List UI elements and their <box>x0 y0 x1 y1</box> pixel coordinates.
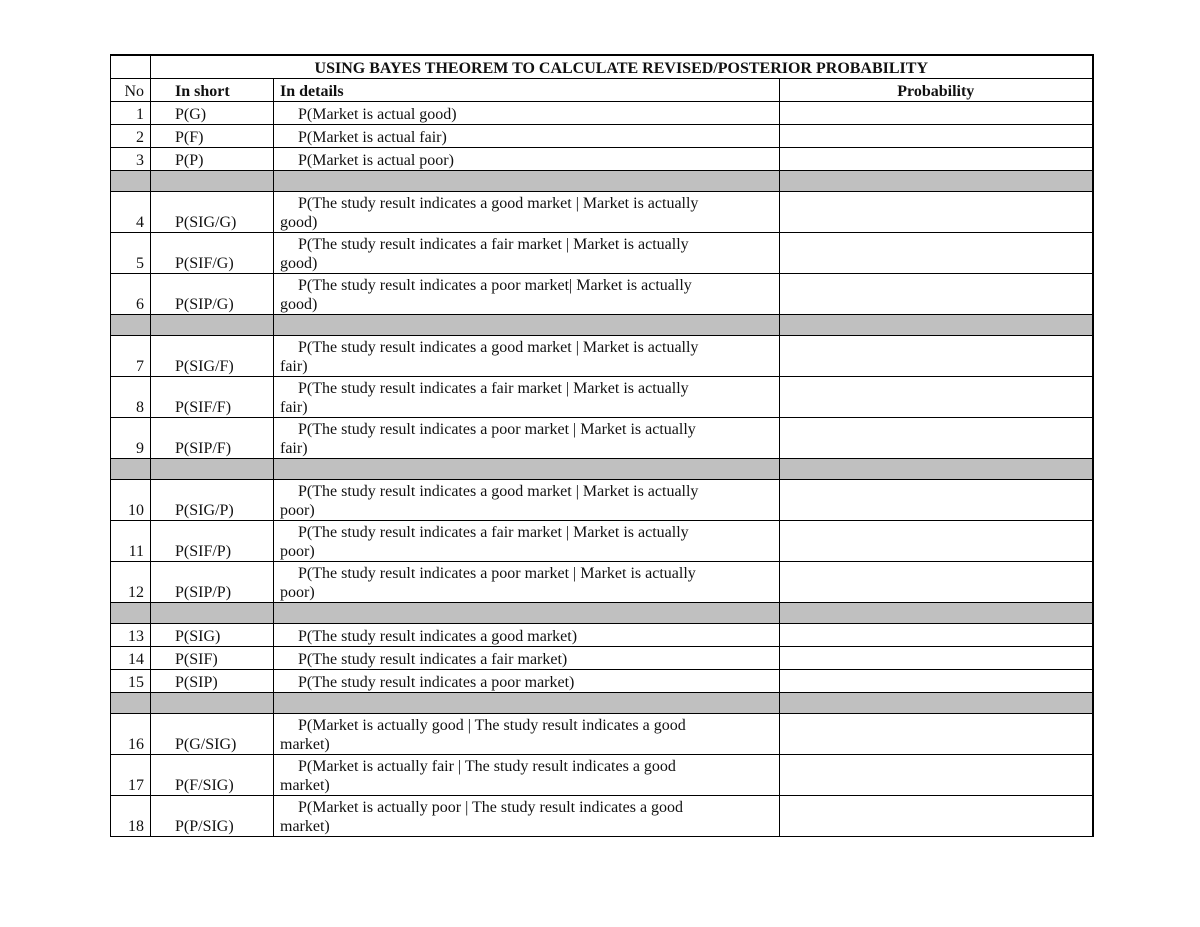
separator-cell <box>111 603 151 624</box>
row-number: 9 <box>111 418 151 459</box>
separator-cell <box>274 171 780 192</box>
details-line-2: good) <box>280 255 318 272</box>
probability-cell[interactable] <box>780 647 1093 670</box>
row-short-notation: P(SIG) <box>151 624 274 647</box>
bayes-table <box>110 54 1094 837</box>
row-number: 16 <box>111 714 151 755</box>
probability-cell[interactable] <box>780 336 1093 377</box>
table-row <box>111 714 1093 755</box>
separator-cell <box>151 603 274 624</box>
probability-cell[interactable] <box>780 624 1093 647</box>
probability-cell[interactable] <box>780 377 1093 418</box>
row-short-notation: P(SIP) <box>151 670 274 693</box>
details-line-2: market) <box>280 818 330 835</box>
separator-cell <box>780 315 1093 336</box>
separator-row <box>111 171 1093 192</box>
details-line-2: market) <box>280 777 330 794</box>
details-line-2: market) <box>280 736 330 753</box>
table-row <box>111 125 1093 148</box>
table-title: USING BAYES THEOREM TO CALCULATE REVISED/POSTERIOR PROBABILITY <box>151 55 1093 79</box>
probability-cell[interactable] <box>780 125 1093 148</box>
details-line-2: poor) <box>280 502 315 519</box>
table-row <box>111 562 1093 603</box>
row-details <box>274 480 780 521</box>
separator-cell <box>780 459 1093 480</box>
details-line-1: P(The study result indicates a fair market | Market is actually <box>298 524 689 541</box>
details-line-1: P(The study result indicates a good market) <box>298 628 578 645</box>
row-number: 3 <box>111 148 151 171</box>
details-line-1: P(The study result indicates a good market | Market is actually <box>298 483 699 500</box>
row-details <box>274 418 780 459</box>
table-row <box>111 796 1093 837</box>
row-short-notation: P(SIF) <box>151 647 274 670</box>
row-short-notation: P(SIG/G) <box>151 192 274 233</box>
separator-cell <box>111 693 151 714</box>
row-details <box>274 755 780 796</box>
details-line-1: P(The study result indicates a poor market) <box>298 674 575 691</box>
probability-cell[interactable] <box>780 670 1093 693</box>
separator-cell <box>274 603 780 624</box>
separator-cell <box>151 315 274 336</box>
details-line-2: good) <box>280 296 318 313</box>
row-number: 18 <box>111 796 151 837</box>
row-number: 6 <box>111 274 151 315</box>
separator-cell <box>274 459 780 480</box>
details-line-2: fair) <box>280 358 308 375</box>
row-details <box>274 714 780 755</box>
row-short-notation: P(SIF/F) <box>151 377 274 418</box>
table-row <box>111 233 1093 274</box>
row-details <box>274 647 780 670</box>
details-line-1: P(Market is actual fair) <box>298 129 447 146</box>
row-details <box>274 377 780 418</box>
row-details <box>274 125 780 148</box>
row-number: 15 <box>111 670 151 693</box>
row-number: 5 <box>111 233 151 274</box>
separator-cell <box>111 459 151 480</box>
probability-cell[interactable] <box>780 562 1093 603</box>
separator-cell <box>274 315 780 336</box>
row-details <box>274 274 780 315</box>
row-details <box>274 670 780 693</box>
table-body <box>111 55 1093 837</box>
row-short-notation: P(SIP/P) <box>151 562 274 603</box>
table-row <box>111 755 1093 796</box>
details-line-1: P(The study result indicates a poor market | Market is actually <box>298 421 696 438</box>
row-number: 13 <box>111 624 151 647</box>
probability-cell[interactable] <box>780 755 1093 796</box>
header-in-short: In short <box>151 79 274 102</box>
table-row <box>111 647 1093 670</box>
details-line-2: poor) <box>280 543 315 560</box>
probability-cell[interactable] <box>780 192 1093 233</box>
separator-cell <box>780 693 1093 714</box>
probability-cell[interactable] <box>780 102 1093 125</box>
details-line-1: P(Market is actual good) <box>298 106 457 123</box>
details-line-1: P(The study result indicates a poor market | Market is actually <box>298 565 696 582</box>
details-line-1: P(The study result indicates a fair market | Market is actually <box>298 380 689 397</box>
row-short-notation: P(SIP/G) <box>151 274 274 315</box>
details-line-1: P(The study result indicates a good market | Market is actually <box>298 195 699 212</box>
row-details <box>274 192 780 233</box>
row-details <box>274 233 780 274</box>
row-number: 12 <box>111 562 151 603</box>
table-row <box>111 377 1093 418</box>
probability-cell[interactable] <box>780 418 1093 459</box>
row-number: 8 <box>111 377 151 418</box>
table-row <box>111 192 1093 233</box>
row-short-notation: P(SIF/G) <box>151 233 274 274</box>
row-short-notation: P(G) <box>151 102 274 125</box>
separator-cell <box>111 315 151 336</box>
row-details <box>274 796 780 837</box>
row-short-notation: P(G/SIG) <box>151 714 274 755</box>
row-number: 7 <box>111 336 151 377</box>
probability-cell[interactable] <box>780 480 1093 521</box>
row-number: 2 <box>111 125 151 148</box>
details-line-1: P(Market is actually fair | The study result indicates a good <box>298 758 676 775</box>
details-line-1: P(Market is actually poor | The study result indicates a good <box>298 799 684 816</box>
details-line-1: P(Market is actually good | The study result indicates a good <box>298 717 686 734</box>
table-row <box>111 274 1093 315</box>
separator-row <box>111 693 1093 714</box>
row-details <box>274 521 780 562</box>
title-row <box>111 55 1093 79</box>
row-short-notation: P(SIG/F) <box>151 336 274 377</box>
row-details <box>274 336 780 377</box>
separator-cell <box>780 171 1093 192</box>
row-short-notation: P(F) <box>151 125 274 148</box>
title-blank-cell[interactable] <box>111 55 151 79</box>
separator-row <box>111 315 1093 336</box>
table-row <box>111 418 1093 459</box>
row-details <box>274 624 780 647</box>
row-short-notation: P(SIP/F) <box>151 418 274 459</box>
row-number: 11 <box>111 521 151 562</box>
row-details <box>274 562 780 603</box>
header-in-details: In details <box>274 79 780 102</box>
row-number: 4 <box>111 192 151 233</box>
probability-cell[interactable] <box>780 148 1093 171</box>
separator-cell <box>780 603 1093 624</box>
header-no: No <box>111 79 151 102</box>
row-number: 17 <box>111 755 151 796</box>
details-line-2: fair) <box>280 440 308 457</box>
details-line-2: good) <box>280 214 318 231</box>
separator-cell <box>151 459 274 480</box>
row-number: 1 <box>111 102 151 125</box>
details-line-1: P(Market is actual poor) <box>298 152 454 169</box>
details-line-1: P(The study result indicates a poor market| Market is actually <box>298 277 692 294</box>
details-line-1: P(The study result indicates a fair market) <box>298 651 568 668</box>
probability-cell[interactable] <box>780 274 1093 315</box>
separator-cell <box>151 171 274 192</box>
header-row <box>111 79 1093 102</box>
separator-row <box>111 603 1093 624</box>
table-row <box>111 336 1093 377</box>
table-row <box>111 624 1093 647</box>
header-probability: Probability <box>780 79 1093 102</box>
table-row <box>111 670 1093 693</box>
probability-cell[interactable] <box>780 714 1093 755</box>
table-row <box>111 480 1093 521</box>
row-short-notation: P(SIG/P) <box>151 480 274 521</box>
separator-cell <box>274 693 780 714</box>
separator-cell <box>151 693 274 714</box>
row-short-notation: P(SIF/P) <box>151 521 274 562</box>
row-short-notation: P(P) <box>151 148 274 171</box>
row-details <box>274 102 780 125</box>
table-row <box>111 148 1093 171</box>
details-line-1: P(The study result indicates a fair market | Market is actually <box>298 236 689 253</box>
details-line-2: fair) <box>280 399 308 416</box>
probability-cell[interactable] <box>780 521 1093 562</box>
row-number: 14 <box>111 647 151 670</box>
details-line-2: poor) <box>280 584 315 601</box>
table-row <box>111 521 1093 562</box>
separator-row <box>111 459 1093 480</box>
separator-cell <box>111 171 151 192</box>
row-details <box>274 148 780 171</box>
row-number: 10 <box>111 480 151 521</box>
row-short-notation: P(F/SIG) <box>151 755 274 796</box>
probability-cell[interactable] <box>780 233 1093 274</box>
table-row <box>111 102 1093 125</box>
row-short-notation: P(P/SIG) <box>151 796 274 837</box>
details-line-1: P(The study result indicates a good market | Market is actually <box>298 339 699 356</box>
probability-cell[interactable] <box>780 796 1093 837</box>
